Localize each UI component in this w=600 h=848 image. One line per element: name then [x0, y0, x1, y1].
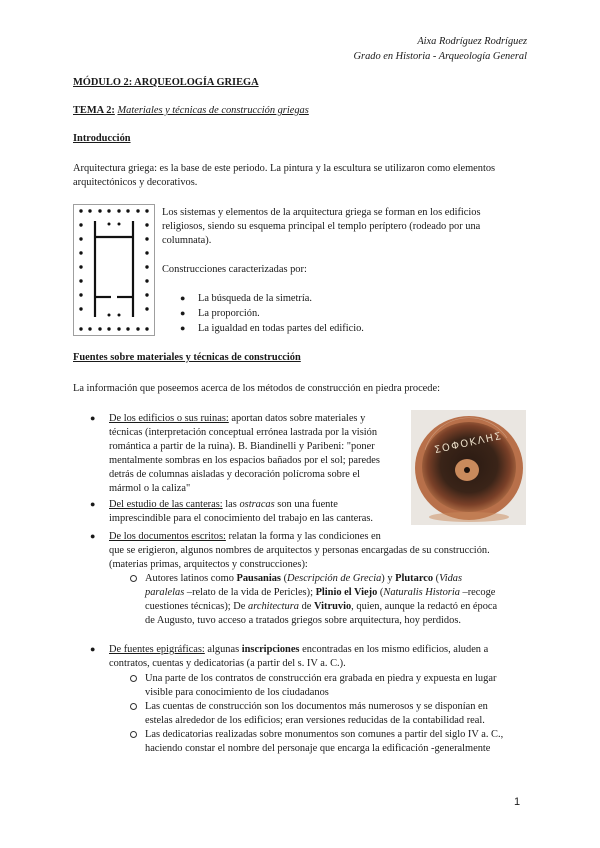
b4-s3a: Las dedicatorias realizadas sobre monumentos son comunes a partir del siglo IV a. C., [145, 729, 504, 740]
author-vitruvio: Vitruvio [314, 601, 352, 612]
fuentes-b3-line1 [109, 530, 381, 543]
b3-de: de [301, 601, 312, 612]
b1-label: De los edificios o sus ruinas: [109, 413, 229, 424]
b2-text: son una fuente [277, 499, 338, 510]
constr-item: La búsqueda de la simetría. [198, 293, 312, 304]
b2-line2: imprescindible para el conocimiento del trabajo en las canteras. [109, 513, 373, 524]
b1-line3: romántica a partir de la ruina). B. Biandinelli y Paribeni: "poner [109, 441, 375, 452]
work-naturalis: Naturalis Historia [383, 587, 460, 598]
b3-sub-text: Autores latinos como [145, 573, 234, 584]
b4-pre: algunas [207, 644, 240, 655]
author-plutarco: Plutarco [395, 573, 434, 584]
fuentes-b1-line1 [109, 412, 365, 425]
module-title: MÓDULO 2: ARQUEOLOGÍA GRIEGA [73, 77, 259, 88]
work-paralelas: paralelas [145, 587, 185, 598]
b1-line2: técnicas (interpretación conceptual errónea lastrada por la visión [109, 427, 378, 438]
b3-conj: y [387, 573, 393, 584]
tema-label: TEMA 2: [73, 105, 115, 116]
author-pausanias: Pausanias [236, 573, 281, 584]
sub-bullet-circle [130, 575, 137, 582]
sys-line2: religiosos, siendo su esquema principal el templo períptero (rodeado por una [162, 221, 481, 232]
b3-recoge: –recoge [462, 587, 496, 598]
b3-vitr-rest: , quien, aunque la redactó en época [351, 601, 498, 612]
fuentes-b4-line1 [109, 643, 488, 656]
b2-pre: las [225, 499, 237, 510]
intro-heading: Introducción [73, 133, 131, 144]
b3-sub-line1: Autores latinos como Pausanias (Descripción de Grecia) y Plutarco (Vidas [145, 573, 463, 584]
fuentes-b2-line1 [109, 498, 338, 511]
tema-title [73, 104, 309, 117]
work-architectura: architectura [248, 601, 299, 612]
ostraca-inscription: ΣΟΦΟΚΛΗΣ [433, 430, 504, 457]
bullet-dot: ● [90, 413, 96, 423]
header-course: Grado en Historia - Arqueología General [353, 51, 527, 62]
b4-s1a: Una parte de los contratos de construcción era grabada en piedra y expuesta en lugar [145, 673, 497, 684]
page-number: 1 [514, 796, 521, 808]
b1-text: aportan datos sobre materiales y [231, 413, 366, 424]
bullet-dot: ● [90, 531, 96, 541]
b3-sub-line2: paralelas –relato de la vida de Pericles); Plinio el Viejo (Naturalis Historia –recoge [145, 587, 496, 598]
b3-text: relatan la forma y las condiciones en [228, 531, 381, 542]
b4-line2: contratos, cuentas y dedicatorias (a partir del s. IV a. C.). [109, 658, 346, 669]
b4-inscripciones: inscripciones [241, 644, 300, 655]
b4-s3b: haciendo constar el nombre del personaje que encarga la edificación -generalmente [145, 743, 491, 754]
b4-label: De fuentes epigráficas: [109, 644, 205, 655]
bullet-dot: ● [90, 644, 96, 654]
b3-sub-line3 [145, 600, 497, 613]
sys-line3: columnata). [162, 235, 212, 246]
bullet-dot: ● [180, 323, 186, 333]
b3-sub-line4: de Augusto, tuvo acceso a tratados griegos sobre arquitectura, hoy perdidos. [145, 615, 461, 626]
intro-line2: arquitectónicos y decorativos. [73, 177, 198, 188]
sub-bullet-circle [130, 703, 137, 710]
work-vidas: Vidas [439, 573, 463, 584]
tema-name: Materiales y técnicas de construcción griegas [117, 105, 309, 116]
b2-ostracas: ostracas [239, 499, 275, 510]
header-author: Aixa Rodríguez Rodríguez [417, 36, 527, 47]
b4-s2b: estelas alrededor de los edificios; eran versiones reducidas de la contabilidad real. [145, 715, 485, 726]
fuentes-heading: Fuentes sobre materiales y técnicas de construcción [73, 352, 301, 363]
b4-s1b: visible para conocimiento de los ciudadanos [145, 687, 329, 698]
sys-line1: Los sistemas y elementos de la arquitectura griega se forman en los edificios [162, 207, 481, 218]
intro-line1: Arquitectura griega: es la base de este periodo. La pintura y la escultura se utilizaron como elementos [73, 163, 496, 174]
constr-item: La proporción. [198, 308, 260, 319]
author-plinio: Plinio el Viejo [315, 587, 378, 598]
ostraca-image [411, 410, 526, 525]
b2-label: Del estudio de las canteras: [109, 499, 223, 510]
b4-text: encontradas en los mismo edificios, aluden a [302, 644, 489, 655]
temple-plan-diagram [73, 204, 155, 336]
b3-line2: que se erigieron, algunos nombres de arquitectos y personas encargadas de su construcción. [109, 545, 490, 556]
b3-cuestiones: cuestiones técnicas); De [145, 601, 246, 612]
b1-line4: mentalmente sombras en los espacios bañados por el sol; paredes [109, 455, 380, 466]
sub-bullet-circle [130, 675, 137, 682]
constr-item: La igualdad en todas partes del edificio. [198, 323, 364, 334]
constr-heading: Construcciones caracterizadas por: [162, 264, 307, 275]
fuentes-intro: La información que poseemos acerca de los métodos de construcción en piedra procede: [73, 383, 440, 394]
b3-label: De los documentos escritos: [109, 531, 226, 542]
b3-relato: –relato de la vida de Pericles); [186, 587, 313, 598]
b3-line3: (materias primas, arquitectos y construcciones): [109, 559, 308, 570]
bullet-dot: ● [180, 293, 186, 303]
b4-s2a: Las cuentas de construcción son los documentos más numerosos y se disponían en [145, 701, 488, 712]
b1-line5: detrás de columnas aisladas y decoración polícroma sobre el [109, 469, 361, 480]
sub-bullet-circle [130, 731, 137, 738]
bullet-dot: ● [90, 499, 96, 509]
bullet-dot: ● [180, 308, 186, 318]
work-descripcion: Descripción de Grecia [287, 573, 382, 584]
b1-line6: mármol o la caliza" [109, 483, 191, 494]
